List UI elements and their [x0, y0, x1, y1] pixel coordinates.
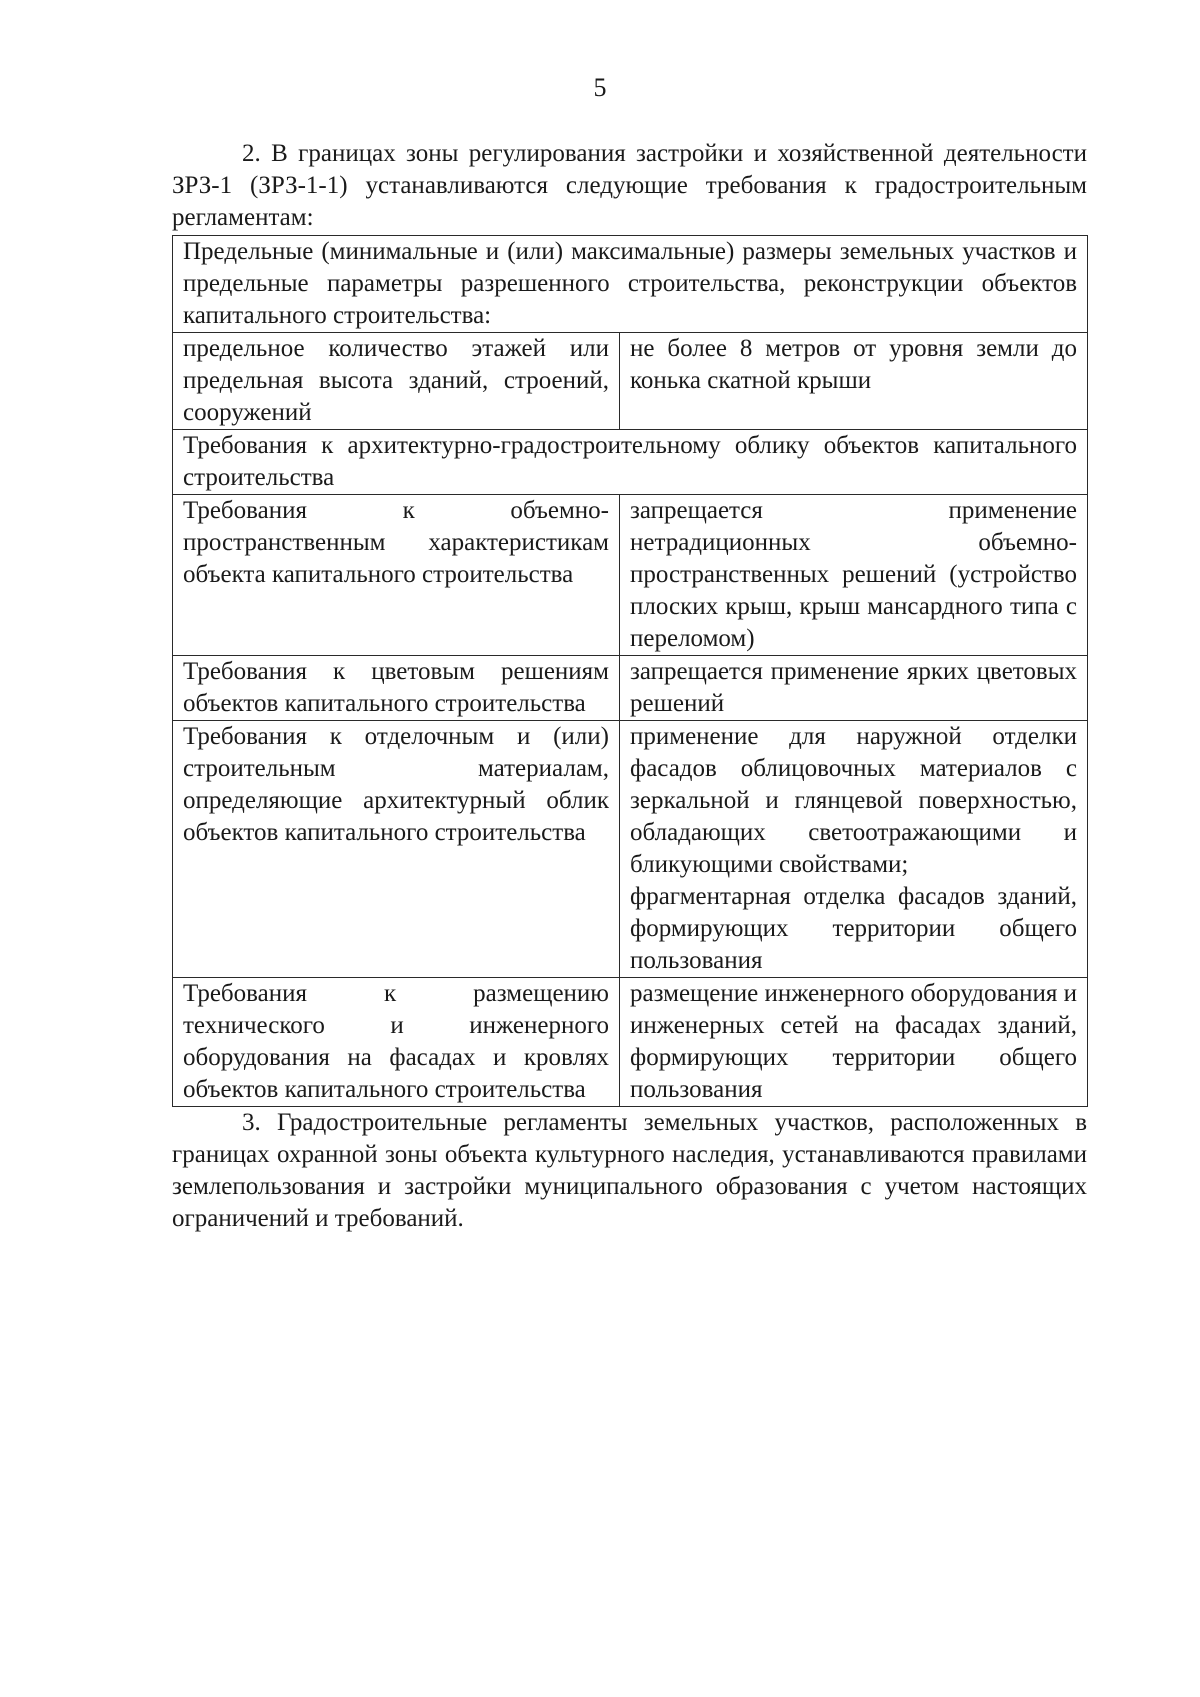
table-section-header-limits: Предельные (минимальные и (или) максимальные) размеры земельных участков и предельные параметры разрешенного строительства, реконструкции объектов капитального строительства:: [173, 236, 1088, 333]
table-cell-value-line-1: применение для наружной отделки фасадов облицовочных материалов с зеркальной и глянцевой поверхностью, обладающих светоотражающими и бликующими свойствами;: [630, 723, 1077, 878]
table-cell-label: предельное количество этажей или предельная высота зданий, строений, сооружений: [173, 333, 620, 430]
document-body: [172, 138, 1087, 1235]
table-row: [173, 656, 1088, 721]
table-row: [173, 236, 1088, 333]
table-cell-label: Требования к отделочным и (или) строительным материалам, определяющие архитектурный облик объектов капитального строительства: [173, 721, 620, 978]
page-number: 5: [593, 73, 607, 102]
table-row: [173, 721, 1088, 978]
table-row: [173, 978, 1088, 1107]
table-cell-label: Требования к размещению технического и инженерного оборудования на фасадах и кровлях объектов капитального строительства: [173, 978, 620, 1107]
table-cell-value: размещение инженерного оборудования и инженерных сетей на фасадах зданий, формирующих территории общего пользования: [620, 978, 1088, 1107]
table-cell-label: Требования к объемно-пространственным характеристикам объекта капитального строительства: [173, 495, 620, 656]
regulations-table: [172, 235, 1088, 1107]
table-cell-value: запрещается применение нетрадиционных объемно-пространственных решений (устройство плоских крыш, крыш мансардного типа с переломом): [620, 495, 1088, 656]
table-row: [173, 495, 1088, 656]
table-cell-label: Требования к цветовым решениям объектов капитального строительства: [173, 656, 620, 721]
paragraph-2: 2. В границах зоны регулирования застройки и хозяйственной деятельности ЗРЗ-1 (ЗРЗ-1-1) устанавливаются следующие требования к градостроительным регламентам:: [172, 140, 1087, 231]
table-row: [173, 430, 1088, 495]
table-cell-value: [620, 721, 1088, 978]
table-cell-value: запрещается применение ярких цветовых решений: [620, 656, 1088, 721]
table-section-header-appearance: Требования к архитектурно-градостроительному облику объектов капитального строительства: [173, 430, 1088, 495]
paragraph-3: 3. Градостроительные регламенты земельных участков, расположенных в границах охранной зоны объекта культурного наследия, устанавливаются правилами землепользования и застройки муниципального образования с учетом настоящих ограничений и требований.: [172, 1109, 1087, 1232]
table-row: [173, 333, 1088, 430]
table-cell-value-line-2: фрагментарная отделка фасадов зданий, формирующих территории общего пользования: [630, 883, 1077, 974]
table-cell-value: не более 8 метров от уровня земли до конька скатной крыши: [620, 333, 1088, 430]
